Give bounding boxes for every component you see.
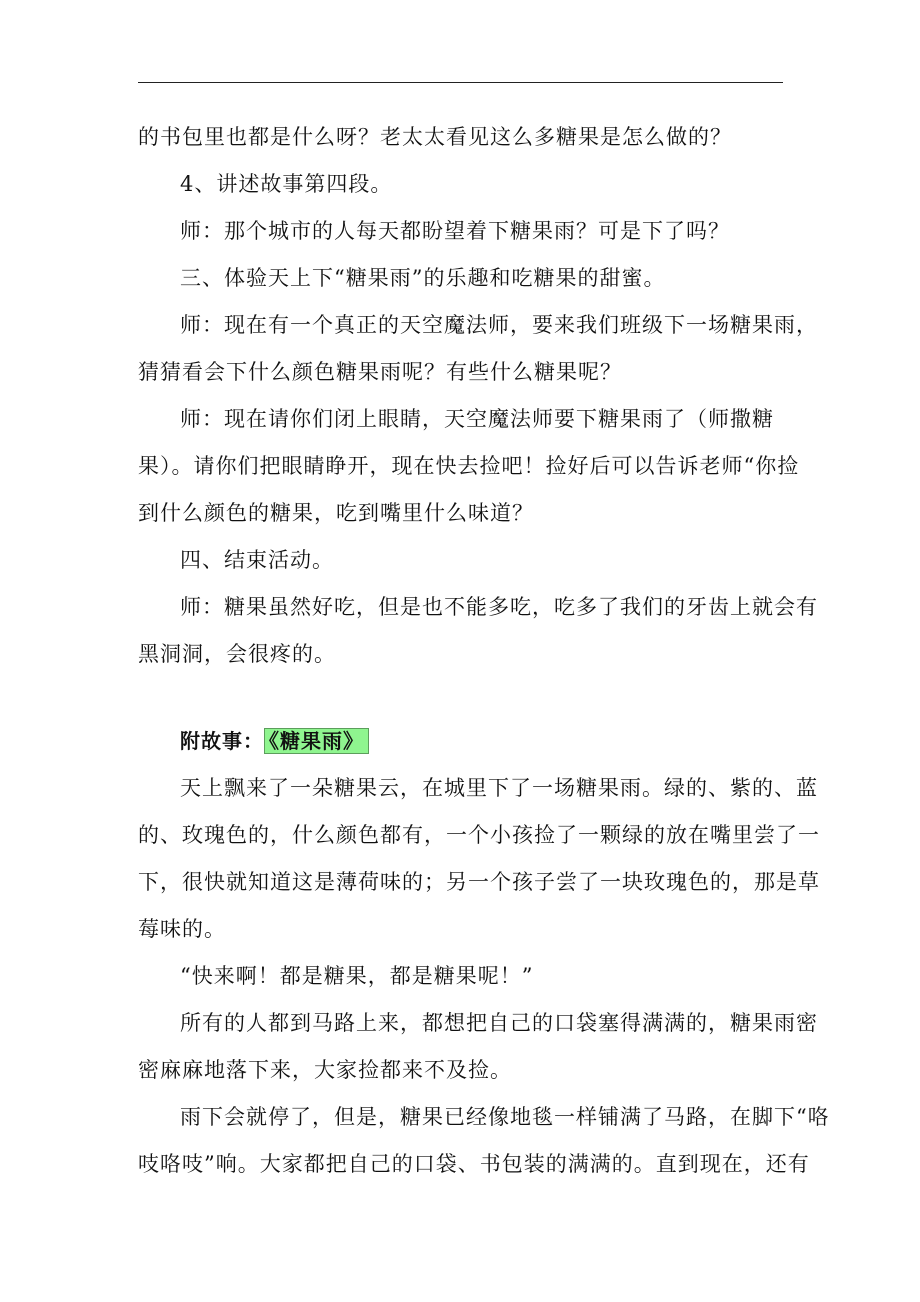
story-title: 《糖果雨》 [264, 728, 369, 754]
paragraph-line: 师：现在有一个真正的天空魔法师，要来我们班级下一场糖果雨， [180, 313, 818, 337]
story-line: 的、玫瑰色的，什么颜色都有，一个小孩捡了一颗绿的放在嘴里尝了一 [138, 823, 820, 847]
story-line: 所有的人都到马路上来，都想把自己的口袋塞得满满的，糖果雨密 [180, 1011, 818, 1035]
spacer [138, 678, 788, 718]
appendix-heading [138, 718, 788, 765]
story-line: 吱咯吱”响。大家都把自己的口袋、书包装的满满的。直到现在，还有 [138, 1152, 810, 1176]
appendix-label: 附故事： [180, 729, 264, 753]
paragraph-line: 师：糖果虽然好吃，但是也不能多吃，吃多了我们的牙齿上就会有 [180, 595, 818, 619]
story-line: 下，很快就知道这是薄荷味的；另一个孩子尝了一块玫瑰色的，那是草 [138, 870, 820, 894]
story-line: 天上飘来了一朵糖果云，在城里下了一场糖果雨。绿的、紫的、蓝 [180, 776, 818, 800]
paragraph-line: 猜猜看会下什么颜色糖果雨呢？有些什么糖果呢？ [138, 360, 622, 384]
paragraph-line: 果）。请你们把眼睛睁开，现在快去捡吧！捡好后可以告诉老师“你捡 [138, 454, 800, 478]
document-body [138, 114, 830, 1188]
section-heading: 四、结束活动。 [180, 548, 334, 572]
story-line: “快来啊！都是糖果，都是糖果呢！” [180, 964, 534, 988]
header-rule [138, 82, 783, 83]
section-heading: 三、体验天上下“糖果雨”的乐趣和吃糖果的甜蜜。 [180, 266, 666, 290]
paragraph-line: 到什么颜色的糖果，吃到嘴里什么味道？ [138, 501, 534, 525]
paragraph-line: 黑洞洞，会很疼的。 [138, 642, 336, 666]
paragraph-line: 师：那个城市的人每天都盼望着下糖果雨？可是下了吗？ [180, 219, 730, 243]
paragraph-line: 师：现在请你们闭上眼睛，天空魔法师要下糖果雨了（师撒糖 [180, 407, 774, 431]
story-line: 密麻麻地落下来，大家捡都来不及捡。 [138, 1058, 512, 1082]
paragraph-line: 4、讲述故事第四段。 [180, 172, 393, 196]
paragraph-line: 的书包里也都是什么呀？老太太看见这么多糖果是怎么做的？ [138, 125, 732, 149]
story-line: 雨下会就停了，但是，糖果已经像地毯一样铺满了马路，在脚下“咯 [180, 1105, 830, 1129]
story-line: 莓味的。 [138, 917, 226, 941]
